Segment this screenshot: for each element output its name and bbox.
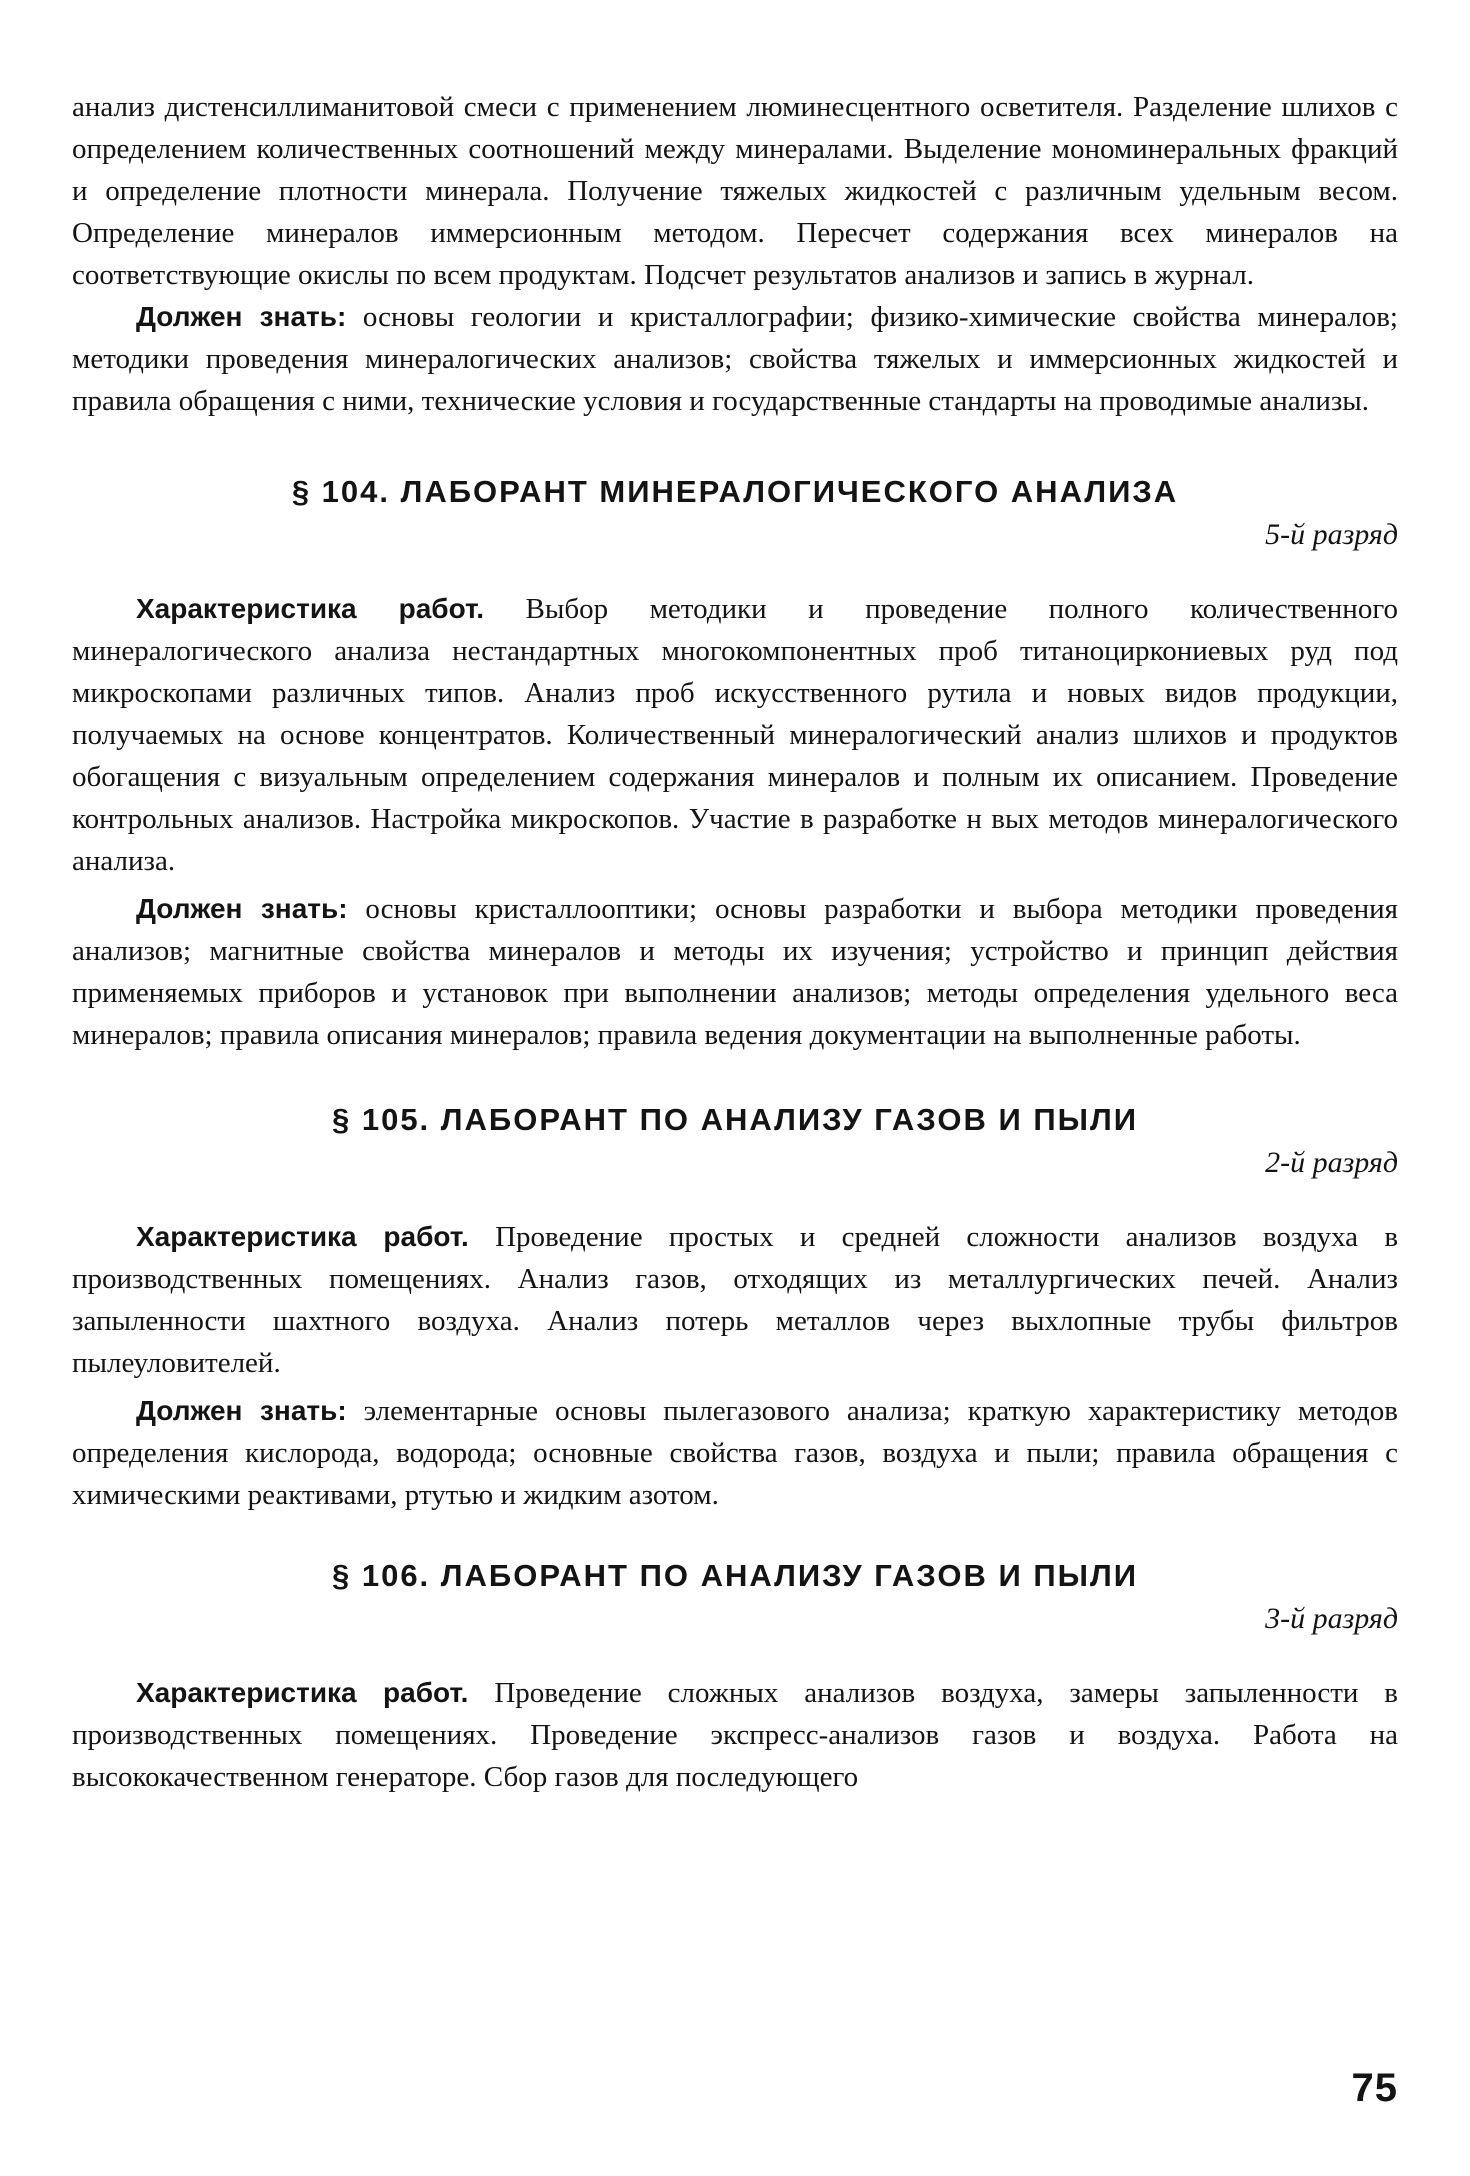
- work-characteristic-label: Характеристика работ.: [136, 1677, 469, 1708]
- must-know-label: Должен знать:: [136, 1395, 347, 1426]
- intro-text: анализ дистенсиллиманитовой смеси с применением люминесцентного осветителя. Разделение шлихов с определением количественных соотношений между минералами. Выделение мономинеральных фракций и определение плотности минерала. Получение тяжелых жидкостей с различным удельным весом. Определение минералов иммерсионным методом. Пересчет содержания всех минералов на соответствующие окислы по всем продуктам. Подсчет результатов анализов и запись в журнал.: [72, 91, 1398, 291]
- section-104-must-know-paragraph: [72, 888, 1398, 1056]
- intro-must-know-paragraph: [72, 296, 1398, 422]
- page-number: 75: [1351, 2066, 1398, 2110]
- work-characteristic-text: Проведение простых и средней сложности анализов воздуха в производственных помещениях. Анализ газов, отходящих из металлургических печей. Анализ запыленности шахтного воздуха. Анализ потерь металлов через выхлопные трубы фильтров пылеуловителей.: [72, 1221, 1399, 1379]
- section-105-work-paragraph: [72, 1216, 1398, 1384]
- work-characteristic-text: Выбор методики и проведение полного количественного минералогического анализа нестандартных многокомпонентных проб титаноциркониевых руд под микроскопами различных типов. Анализ проб искусственного рутила и новых видов продукции, получаемых на основе концентратов. Количественный минералогический анализ шлихов и продуктов обогащения с визуальным определением содержания минералов и полным их описанием. Проведение контрольных анализов. Настройка микроскопов. Участие в разработке н вых методов минералогического анализа.: [72, 593, 1399, 877]
- work-characteristic-label: Характеристика работ.: [136, 593, 485, 624]
- page-body: [72, 86, 1398, 1798]
- work-characteristic-text: Проведение сложных анализов воздуха, замеры запыленности в производственных помещениях. Проведение экспресс-анализов газов и воздуха. Работа на высококачественном генераторе. Сбор газов для последующего: [72, 1677, 1398, 1793]
- section-106-rank: 3-й разряд: [1265, 1602, 1398, 1635]
- intro-paragraph: [72, 86, 1398, 296]
- must-know-label: Должен знать:: [136, 301, 347, 332]
- section-104-heading: § 104. ЛАБОРАНТ МИНЕРАЛОГИЧЕСКОГО АНАЛИЗА: [291, 474, 1179, 509]
- section-106-work-paragraph: [72, 1672, 1398, 1798]
- must-know-label: Должен знать:: [136, 893, 348, 924]
- must-know-text: элементарные основы пылегазового анализа; краткую характеристику методов определения кислорода, водорода; основные свойства газов, воздуха и пыли; правила обращения с химическими реактивами, ртутью и жидким азотом.: [72, 1395, 1399, 1511]
- must-know-text: основы геологии и кристаллографии; физико-химические свойства минералов; методики проведения минералогических анализов; свойства тяжелых и иммерсионных жидкостей и правила обращения с ними, технические условия и государственные стандарты на проводимые анализы.: [72, 301, 1398, 417]
- section-105-heading: § 105. ЛАБОРАНТ ПО АНАЛИЗУ ГАЗОВ И ПЫЛИ: [331, 1102, 1138, 1137]
- work-characteristic-label: Характеристика работ.: [136, 1221, 469, 1252]
- must-know-text: основы кристаллооптики; основы разработки и выбора методики проведения анализов; магнитные свойства минералов и методы их изучения; устройство и принцип действия применяемых приборов и установок при выполнении анализов; методы определения удельного веса минералов; правила описания минералов; правила ведения документации на выполненные работы.: [72, 893, 1398, 1051]
- section-105-rank: 2-й разряд: [1265, 1146, 1398, 1179]
- section-105-must-know-paragraph: [72, 1390, 1398, 1516]
- section-106-heading: § 106. ЛАБОРАНТ ПО АНАЛИЗУ ГАЗОВ И ПЫЛИ: [331, 1558, 1138, 1593]
- section-104-work-paragraph: [72, 588, 1398, 882]
- section-104-rank: 5-й разряд: [1265, 518, 1398, 551]
